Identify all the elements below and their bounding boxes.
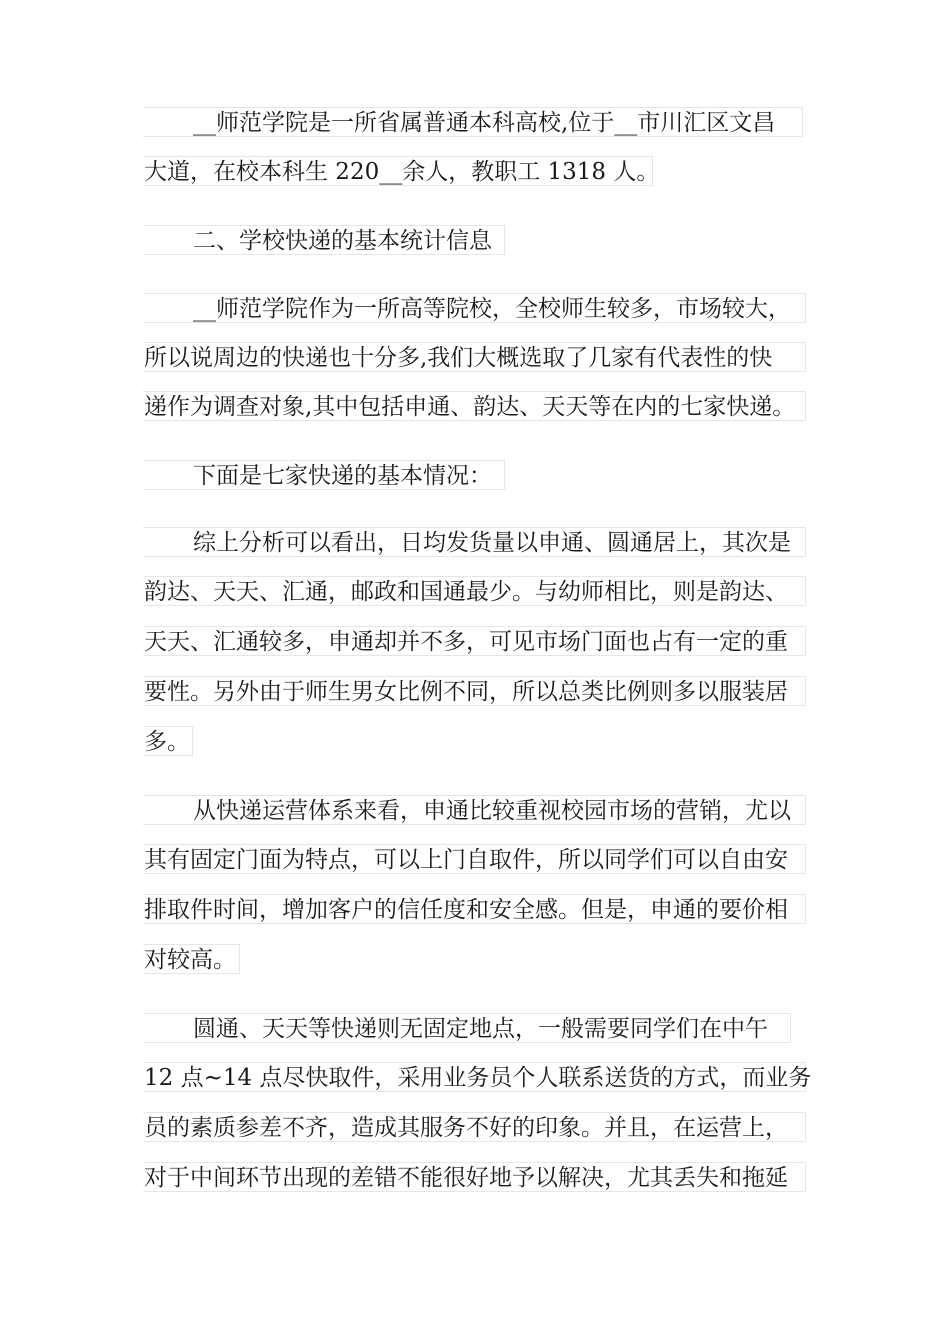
paragraph-5-line-5: 多。 (143, 726, 193, 756)
paragraph-7-line-1: 圆通、天天等快递则无固定地点，一般需要同学们在中午 (143, 1013, 791, 1043)
paragraph-5-line-4: 要性。另外由于师生男女比例不同，所以总类比例则多以服装居 (143, 676, 806, 706)
paragraph-7-line-3: 员的素质参差不齐，造成其服务不好的印象。并且，在运营上， (143, 1112, 806, 1142)
paragraph-7-line-2: 12 点~14 点尽快取件，采用业务员个人联系送货的方式，而业务 (143, 1062, 806, 1092)
paragraph-3-line-1: __师范学院作为一所高等院校，全校师生较多，市场较大， (143, 293, 806, 323)
paragraph-5-line-1: 综上分析可以看出，日均发货量以申通、圆通居上，其次是 (143, 527, 806, 557)
paragraph-6-line-3: 排取件时间，增加客户的信任度和安全感。但是，申通的要价相 (143, 894, 806, 924)
paragraph-6-line-1: 从快递运营体系来看，申通比较重视校园市场的营销，尤以 (143, 795, 806, 825)
paragraph-5-line-3: 天天、汇通较多，申通却并不多，可见市场门面也占有一定的重 (143, 626, 806, 656)
section-heading: 二、学校快递的基本统计信息 (143, 225, 505, 255)
paragraph-1-line-2: 大道，在校本科生 220__余人，教职工 1318 人。 (143, 156, 653, 186)
paragraph-6-line-4: 对较高。 (143, 944, 240, 974)
paragraph-1-line-1: __师范学院是一所省属普通本科高校,位于__市川汇区文昌 (143, 107, 803, 137)
paragraph-5-line-2: 韵达、天天、汇通，邮政和国通最少。与幼师相比，则是韵达、 (143, 576, 806, 606)
paragraph-3-line-2: 所以说周边的快递也十分多,我们大概选取了几家有代表性的快 (143, 342, 806, 372)
paragraph-7-line-4: 对于中间环节出现的差错不能很好地予以解决，尤其丢失和拖延 (143, 1162, 806, 1192)
paragraph-4-line-1: 下面是七家快递的基本情况： (143, 460, 505, 490)
paragraph-6-line-2: 其有固定门面为特点，可以上门自取件，所以同学们可以自由安 (143, 844, 806, 874)
paragraph-3-line-3: 递作为调查对象,其中包括申通、韵达、天天等在内的七家快递。 (143, 391, 806, 421)
